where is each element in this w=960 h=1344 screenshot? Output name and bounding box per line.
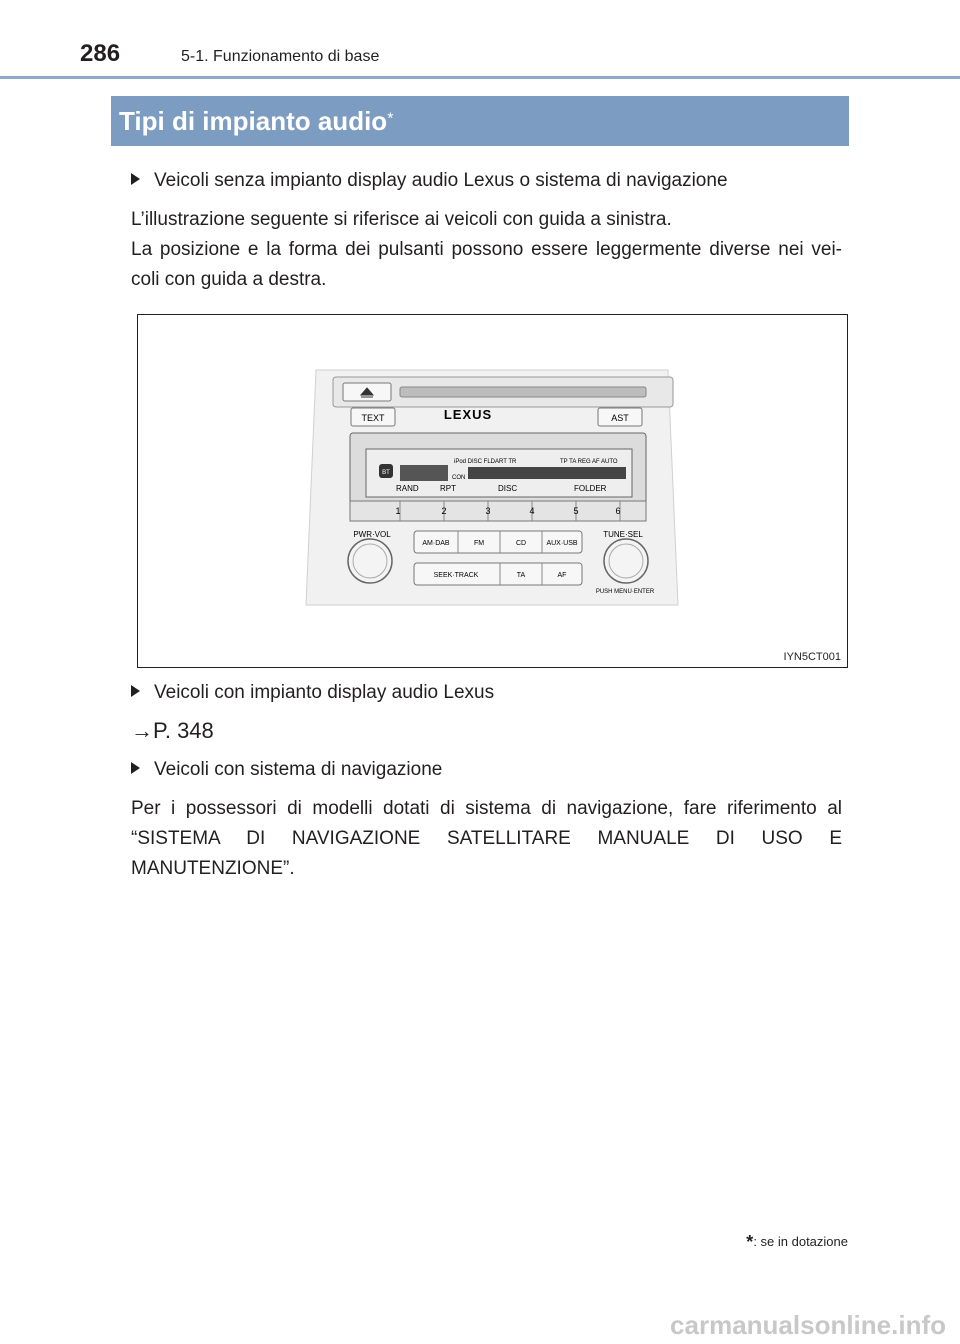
triangle-bullet-icon — [131, 685, 140, 697]
lcd-top-right: TP TA REG AF AUTO — [560, 459, 618, 465]
heading-bar — [111, 96, 849, 146]
tune-sel-knob — [604, 539, 648, 583]
fm-label: FM — [473, 540, 485, 547]
bullet-text: Veicoli con impianto display audio Lexus — [154, 682, 495, 703]
para-line: L’illustrazione seguente si riferisce ai veicoli con guida a sinistra. — [131, 209, 672, 230]
text-button-label: TEXT — [361, 413, 385, 423]
watermark: carmanualsonline.info — [670, 1310, 946, 1340]
bullet-no-display — [131, 170, 728, 192]
ta-label: TA — [516, 572, 526, 579]
para-line: coli con guida a destra. — [131, 269, 327, 290]
tune-sel-label: TUNE·SEL — [603, 530, 643, 539]
bullet-navigation — [131, 759, 442, 781]
lcd-rand: RAND — [396, 484, 419, 493]
pwr-vol-knob — [348, 539, 392, 583]
bullet-text: Veicoli con sistema di navigazione — [154, 759, 443, 780]
disc-slot — [400, 387, 646, 397]
pwr-vol-label: PWR·VOL — [353, 530, 391, 539]
bullet-display-audio — [131, 682, 494, 704]
preset-row — [350, 501, 646, 521]
lcd-segments — [468, 467, 626, 479]
arrow-icon: → — [131, 718, 153, 743]
page-number: 286 — [80, 40, 121, 67]
footnote-text: : se in dotazione — [753, 1234, 848, 1249]
triangle-bullet-icon — [131, 762, 140, 774]
lexus-logo: LEXUS — [443, 407, 493, 422]
heading-star: * — [387, 110, 394, 128]
figure-code: IYN5CT001 — [783, 651, 841, 663]
ast-button-label: AST — [611, 413, 629, 423]
paragraph-lhd — [131, 205, 842, 295]
preset-5: 5 — [573, 506, 579, 516]
para-line: La posizione e la forma dei pulsanti possono essere leggermente diverse nei vei- — [131, 239, 842, 260]
paragraph-navigation — [131, 794, 842, 884]
para-line: Per i possessori di modelli dotati di sistema di navigazione, fare riferimento al — [131, 798, 842, 819]
section-label: 5-1. Funzionamento di base — [181, 48, 380, 65]
lcd-con: CON — [452, 475, 466, 481]
lcd-folder: FOLDER — [574, 484, 607, 493]
seek-track-label: SEEK·TRACK — [433, 572, 479, 579]
preset-4: 4 — [529, 506, 535, 516]
footnote — [746, 1232, 848, 1253]
audio-unit-figure — [137, 314, 848, 668]
push-menu-enter-label: PUSH MENU·ENTER — [595, 589, 655, 595]
bullet-text: Veicoli senza impianto display audio Lexus o sistema di navigazione — [154, 170, 728, 191]
footnote-star: * — [746, 1232, 754, 1252]
page-reference — [131, 716, 842, 746]
aux-usb-label: AUX·USB — [546, 540, 578, 547]
para-line: MANUTENZIONE”. — [131, 858, 295, 879]
heading-title: Tipi di impianto audio — [119, 106, 388, 136]
am-dab-label: AM·DAB — [422, 540, 450, 547]
lcd-disc: DISC — [498, 484, 518, 493]
header-rule — [0, 76, 960, 79]
af-label: AF — [557, 572, 567, 579]
para-line: “SISTEMA DI NAVIGAZIONE SATELLITARE MANUALE DI USO E — [131, 828, 842, 849]
lcd-rpt: RPT — [440, 484, 456, 493]
bt-label: BT — [382, 470, 390, 476]
page-reference-link[interactable]: P. 348 — [153, 718, 214, 743]
cd-label: CD — [515, 540, 527, 547]
triangle-bullet-icon — [131, 173, 140, 185]
preset-3: 3 — [485, 506, 491, 516]
preset-1: 1 — [395, 506, 401, 516]
preset-2: 2 — [441, 506, 447, 516]
preset-6: 6 — [615, 506, 621, 516]
lcd-top-row: iPod DISC FLDART TR — [454, 459, 517, 465]
audio-unit-illustration — [138, 315, 847, 667]
